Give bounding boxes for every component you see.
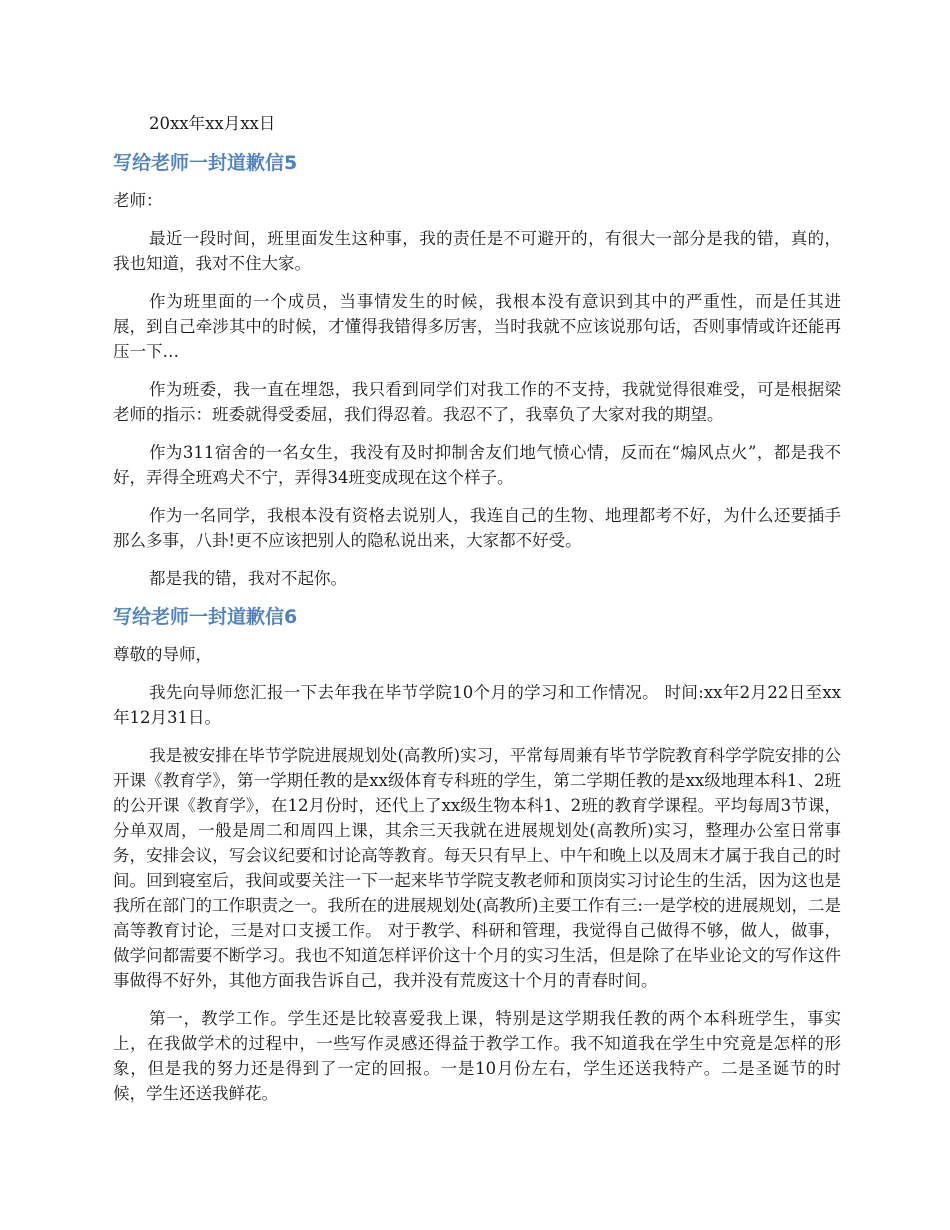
letter-5-paragraph: 作为311宿舍的一名女生，我没有及时抑制舍友们地气愤心情，反而在“煽风点火”，都是我不好，弄得全班鸡犬不宁，弄得34班变成现在这个样子。 [113, 443, 841, 487]
letter-5-paragraph: 最近一段时间，班里面发生这种事，我的责任是不可避开的，有很大一部分是我的错，真的，我也知道，我对不住大家。 [113, 229, 841, 273]
letter-5-salutation: 老师： [113, 191, 163, 210]
letter-6-paragraph: 我先向导师您汇报一下去年我在毕节学院10个月的学习和工作情况。 时间:xx年2月22日至xx年12月31日。 [113, 683, 841, 727]
letter-5-paragraph: 作为一名同学，我根本没有资格去说别人，我连自己的生物、地理都考不好，为什么还要插手那么多事，八卦!更不应该把别人的隐私说出来，大家都不好受。 [113, 506, 841, 550]
date-line: 20xx年xx月xx日 [149, 114, 276, 133]
letter-5-title: 写给老师一封道歉信5 [113, 152, 298, 174]
document-body [113, 111, 841, 1119]
letter-5-paragraph: 作为班委，我一直在埋怨，我只看到同学们对我工作的不支持，我就觉得很难受，可是根据梁老师的指示：班委就得受委屈，我们得忍着。我忍不了，我辜负了大家对我的期望。 [113, 380, 841, 424]
letter-5-paragraph: 都是我的错，我对不起你。 [149, 569, 347, 588]
letter-6-salutation: 尊敬的导师， [113, 645, 212, 664]
letter-5-paragraph: 作为班里面的一个成员，当事情发生的时候，我根本没有意识到其中的严重性，而是任其进展，到自己牵涉其中的时候，才懂得我错得多厉害，当时我就不应该说那句话，否则事情或许还能再压一下… [113, 292, 841, 361]
letter-6-title: 写给老师一封道歉信6 [113, 606, 298, 628]
letter-6-paragraph: 我是被安排在毕节学院进展规划处(高教所)实习，平常每周兼有毕节学院教育科学学院安排的公开课《教育学》，第一学期任教的是xx级体育专科班的学生，第二学期任教的是xx级地理本科1、2班的公开课《教育学》，在12月份时，还代上了xx级生物本科1、2班的教育学课程。平均每周3节课，分单双周，一般是周二和周四上课，其余三天我就在进展规划处(高教所)实习，整理办公室日常事务，安排会议，写会议纪要和讨论高等教育。每天只有早上、中午和晚上以及周末才属于我自己的时间。回到寝室后，我间或要关注一下一起来毕节学院支教老师和顶岗实习讨论生的生活，因为这也是我所在部门的工作职责之一。我所在的进展规划处(高教所)主要工作有三:一是学校的进展规划，二是高等教育讨论，三是对口支援工作。 对于教学、科研和管理，我觉得自己做得不够，做人，做事，做学问都需要不断学习。我也不知道怎样评价这十个月的实习生活，但是除了在毕业论文的写作这件事做得不好外，其他方面我告诉自己，我并没有荒废这十个月的青春时间。 [113, 746, 841, 990]
letter-6-paragraph: 第一，教学工作。学生还是比较喜爱我上课，特别是这学期我任教的两个本科班学生，事实上，在我做学术的过程中，一些写作灵感还得益于教学工作。我不知道我在学生中究竟是怎样的形象，但是我的努力还是得到了一定的回报。一是10月份左右，学生还送我特产。二是圣诞节的时候，学生还送我鲜花。 [113, 1009, 841, 1103]
